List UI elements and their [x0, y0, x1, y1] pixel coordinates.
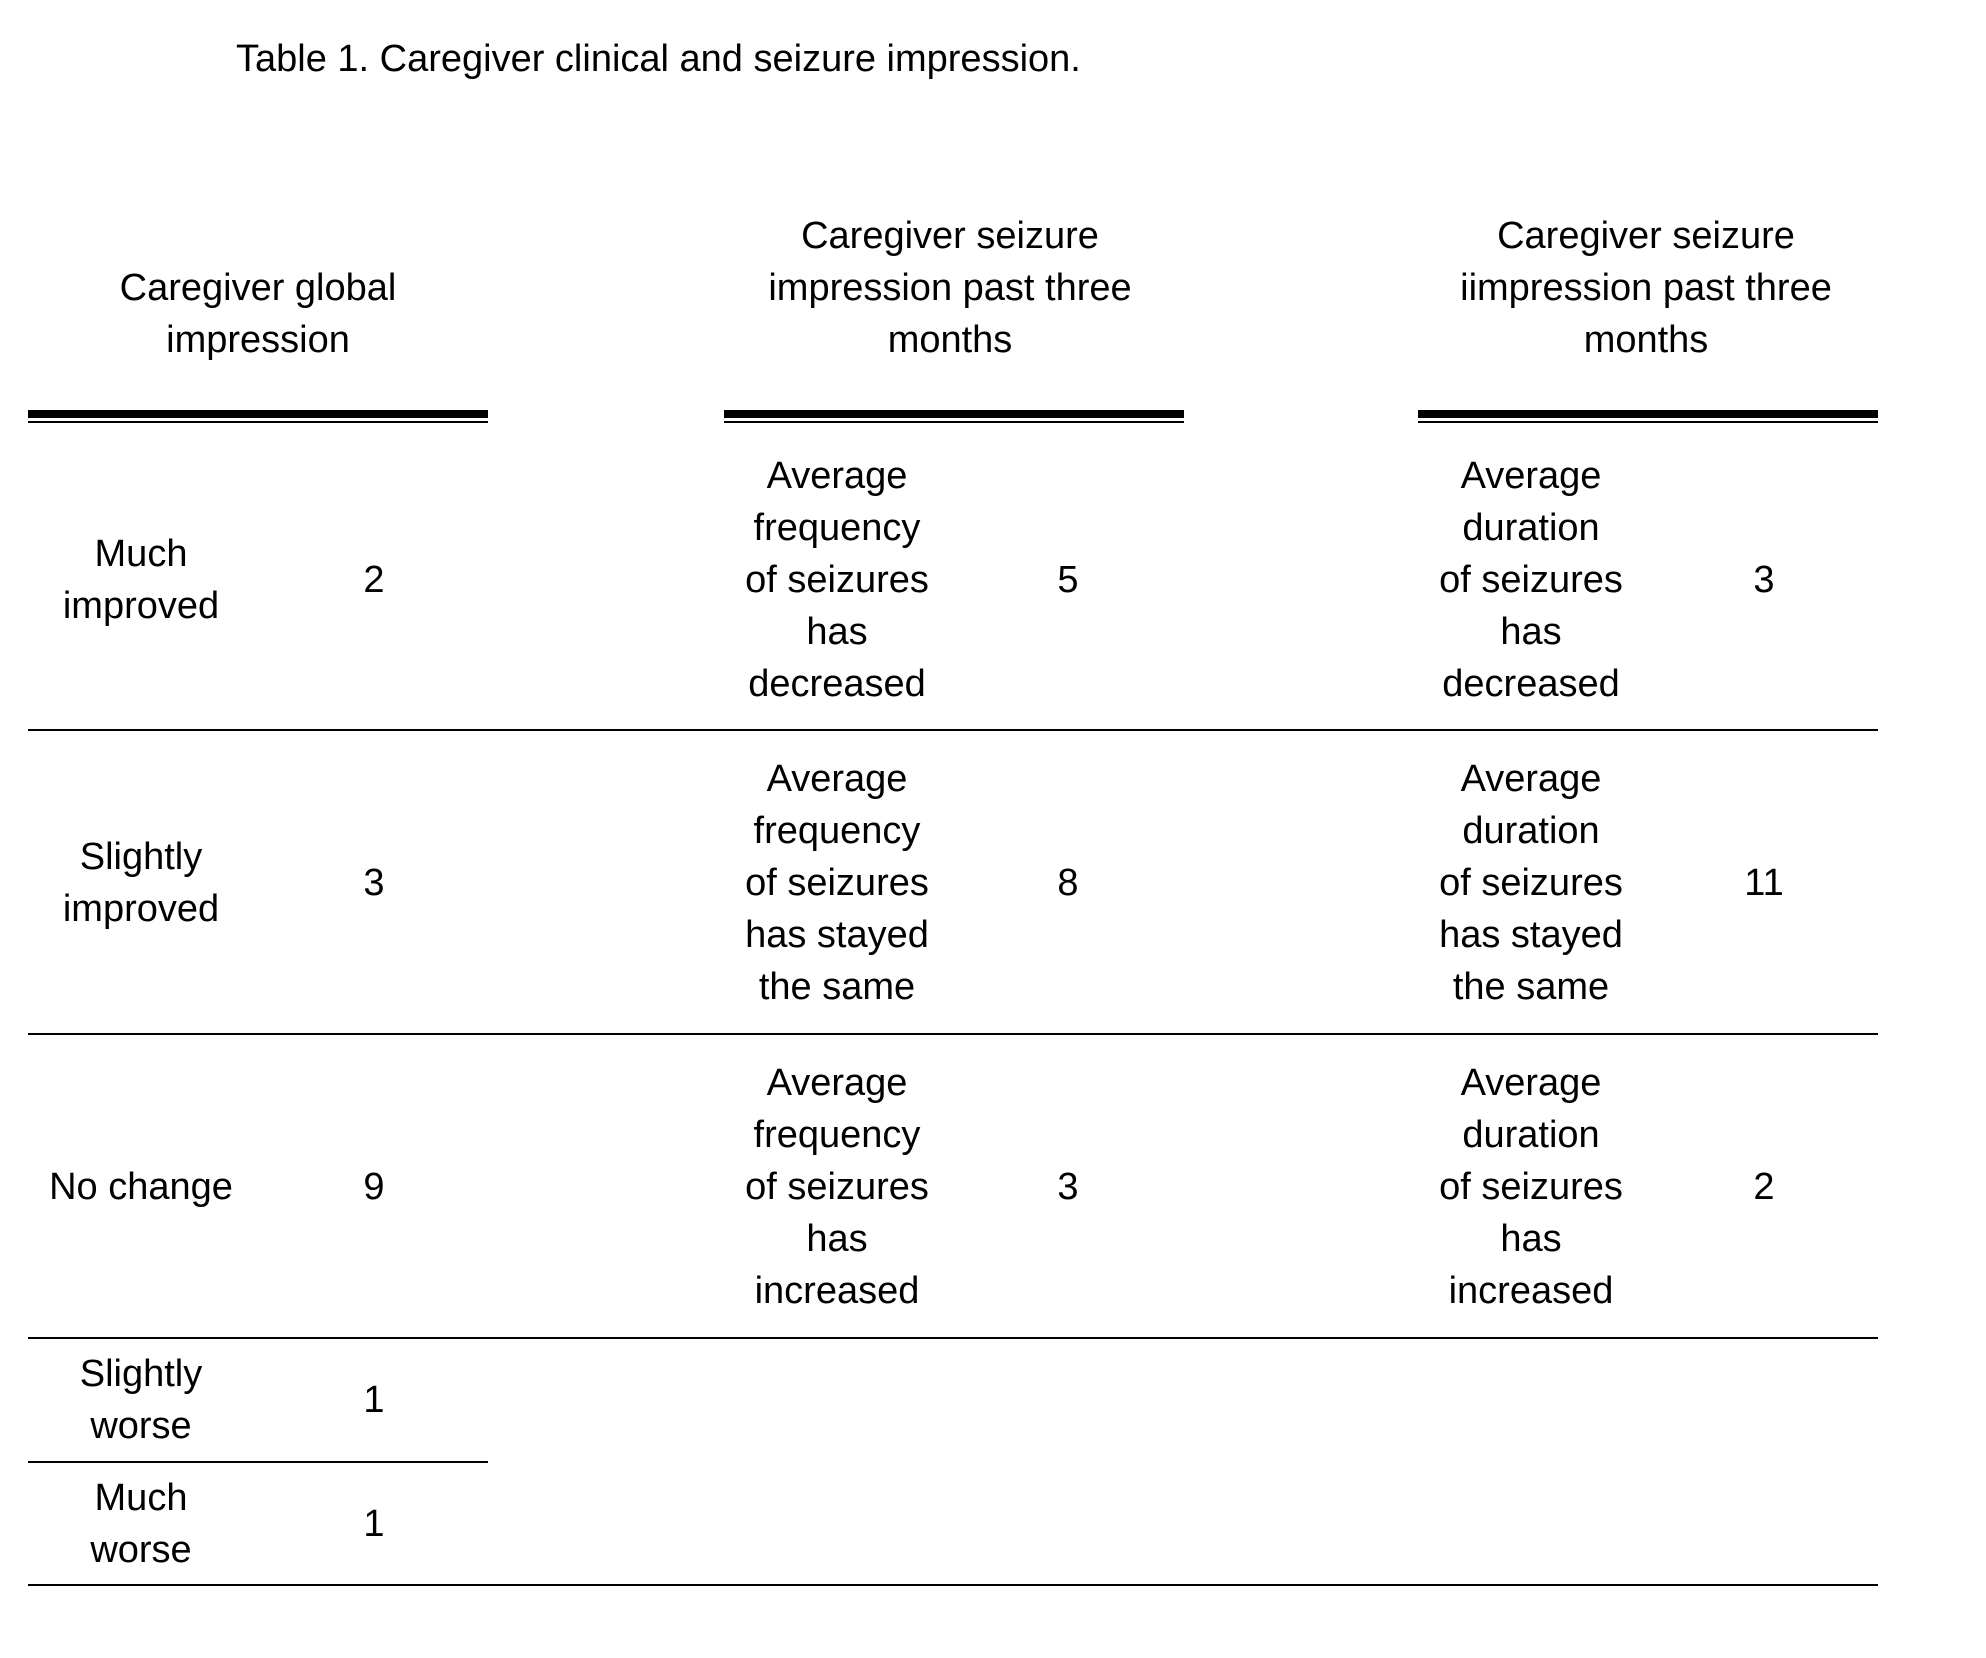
duration-row-1-count: 3 [1753, 559, 1775, 601]
frequency-row-1-label: Average frequency of seizures has decreased [745, 455, 929, 705]
global-row-3-label: No change [49, 1166, 233, 1208]
global-row-4-count: 1 [363, 1379, 385, 1421]
header-duration-impression: Caregiver seizure iimpression past three months [1460, 215, 1832, 361]
header-rule-frequency [724, 410, 1184, 418]
frequency-row-2-label: Average frequency of seizures has stayed the same [745, 758, 929, 1008]
duration-row-2-label: Average duration of seizures has stayed the same [1439, 758, 1623, 1008]
row-separator-1 [28, 729, 1878, 731]
frequency-row-3-count: 3 [1057, 1166, 1079, 1208]
global-row-1-count: 2 [363, 559, 385, 601]
duration-row-3-count: 2 [1753, 1166, 1775, 1208]
header-global-impression: Caregiver global impression [119, 267, 397, 361]
global-row-1-label: Much improved [62, 533, 220, 627]
frequency-row-3-label: Average frequency of seizures has increased [745, 1062, 929, 1312]
header-rule-global [28, 410, 488, 418]
global-row-5-label: Much worse [90, 1477, 192, 1571]
duration-row-2-count: 11 [1744, 862, 1784, 904]
global-row-3-count: 9 [363, 1166, 385, 1208]
header-rule-global-thin [28, 421, 488, 423]
row-separator-4 [28, 1461, 488, 1463]
row-separator-2 [28, 1033, 1878, 1035]
global-row-2-label: Slightly improved [62, 836, 220, 930]
duration-row-3-label: Average duration of seizures has increased [1439, 1062, 1623, 1312]
frequency-row-2-count: 8 [1057, 862, 1079, 904]
header-rule-frequency-thin [724, 421, 1184, 423]
global-row-5-count: 1 [363, 1503, 385, 1545]
global-row-2-count: 3 [363, 862, 385, 904]
row-separator-3 [28, 1337, 1878, 1339]
table-bottom-rule [28, 1584, 1878, 1586]
header-frequency-impression: Caregiver seizure impression past three months [768, 215, 1132, 361]
duration-row-1-label: Average duration of seizures has decreased [1439, 455, 1623, 705]
header-rule-duration [1418, 410, 1878, 418]
table-caption: Table 1. Caregiver clinical and seizure impression. [236, 38, 1081, 80]
global-row-4-label: Slightly worse [79, 1353, 203, 1447]
header-rule-duration-thin [1418, 421, 1878, 423]
frequency-row-1-count: 5 [1057, 559, 1079, 601]
